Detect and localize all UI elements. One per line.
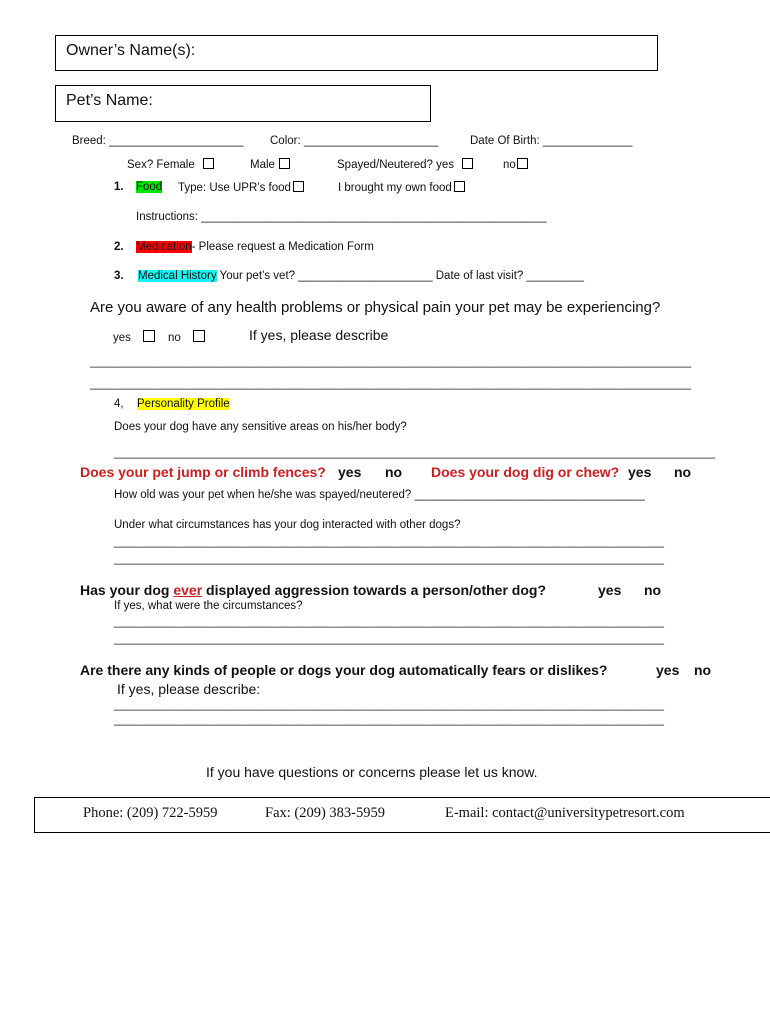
food-instructions-field[interactable]: Instructions: ______________________________________________________ <box>136 211 547 223</box>
questions-note: If you have questions or concerns please let us know. <box>206 764 538 780</box>
aggression-question <box>80 582 546 598</box>
jump-no-option[interactable]: no <box>385 464 403 480</box>
vet-field[interactable]: Your pet’s vet? _____________________ Date of last visit? _________ <box>216 270 585 282</box>
male-label: Male <box>250 159 275 171</box>
jump-yes-option[interactable]: yes <box>338 464 362 480</box>
spayed-no-checkbox[interactable] <box>517 158 528 169</box>
spayed-no-label: no <box>503 159 516 171</box>
fears-yes-option[interactable]: yes <box>656 662 680 678</box>
health-question: Are you aware of any health problems or physical pain your pet may be experiencing? <box>90 299 661 316</box>
food-type-option <box>178 181 304 194</box>
date-of-birth-field[interactable]: Date Of Birth: ______________ <box>470 135 633 147</box>
owner-name-label: Owner’s Name(s): <box>66 42 196 59</box>
aggression-question-start: Has your dog <box>80 582 174 598</box>
dog-interaction-question: Under what circumstances has your dog interacted with other dogs? <box>114 519 461 531</box>
sex-label: Sex? Female <box>127 159 195 171</box>
section-3-number: 3. <box>114 270 124 282</box>
aggression-circumstances-label: If yes, what were the circumstances? <box>114 600 303 612</box>
color-field[interactable]: Color: _____________________ <box>270 135 439 147</box>
own-food-label: I brought my own food <box>338 182 452 194</box>
breed-field[interactable]: Breed: _____________________ <box>72 135 244 147</box>
food-heading: Food <box>136 181 163 193</box>
medical-history-line <box>138 270 584 282</box>
own-food-checkbox[interactable] <box>454 181 465 192</box>
dig-yes-option[interactable]: yes <box>628 464 652 480</box>
health-description-line-2[interactable]: ______________________________________________________________________________________________ <box>90 378 692 390</box>
personality-profile-heading: Personality Profile <box>137 398 230 410</box>
dig-no-option[interactable]: no <box>674 464 692 480</box>
health-yes-checkbox[interactable] <box>143 330 155 342</box>
phone-number: Phone: (209) 722-5959 <box>83 805 218 821</box>
contact-box <box>34 797 770 833</box>
spay-age-field[interactable]: How old was your pet when he/she was spayed/neutered? ____________________________________ <box>114 489 645 501</box>
section-2-number: 2. <box>114 241 124 253</box>
section-4-number: 4, <box>114 398 124 410</box>
fears-no-option[interactable]: no <box>694 662 712 678</box>
fears-describe-label: If yes, please describe: <box>117 681 261 697</box>
aggression-line-1[interactable]: ______________________________________________________________________________________ <box>114 616 665 628</box>
upr-food-checkbox[interactable] <box>293 181 304 192</box>
fax-number: Fax: (209) 383-5959 <box>265 805 386 821</box>
dig-chew-question: Does your dog dig or chew? <box>431 464 620 480</box>
fears-line-2[interactable]: ______________________________________________________________________________________ <box>114 714 665 726</box>
own-food-option <box>338 181 465 194</box>
sensitive-areas-line[interactable]: ______________________________________________________________________________________________ <box>114 447 716 459</box>
pet-name-label: Pet’s Name: <box>66 92 153 109</box>
owner-name-field[interactable] <box>55 35 658 71</box>
health-no-label: no <box>168 332 181 344</box>
medication-text: - Please request a Medication Form <box>191 241 374 253</box>
pet-name-field[interactable] <box>55 85 431 122</box>
female-checkbox[interactable] <box>203 158 214 169</box>
health-no-option <box>168 330 205 344</box>
spayed-yes-checkbox[interactable] <box>462 158 473 169</box>
sex-female-label <box>127 158 214 171</box>
aggression-no-option[interactable]: no <box>644 582 662 598</box>
email-address[interactable]: E-mail: contact@universitypetresort.com <box>445 805 685 821</box>
aggression-line-2[interactable]: ______________________________________________________________________________________ <box>114 633 665 645</box>
fears-question: Are there any kinds of people or dogs your dog automatically fears or dislikes? <box>80 662 608 678</box>
male-checkbox[interactable] <box>279 158 290 169</box>
health-yes-option <box>113 330 155 344</box>
section-1-number: 1. <box>114 181 124 193</box>
health-no-checkbox[interactable] <box>193 330 205 342</box>
medical-history-heading: Medical History <box>138 270 217 282</box>
health-yes-label: yes <box>113 332 131 344</box>
sensitive-areas-question: Does your dog have any sensitive areas on his/her body? <box>114 421 407 433</box>
dog-interaction-line-1[interactable]: ______________________________________________________________________________________ <box>114 536 665 548</box>
food-type-label: Type: Use UPR’s food <box>178 182 291 194</box>
fears-line-1[interactable]: ______________________________________________________________________________________ <box>114 699 665 711</box>
health-description-line-1[interactable]: ______________________________________________________________________________________________ <box>90 356 692 368</box>
spayed-no-option <box>503 158 528 171</box>
dog-interaction-line-2[interactable]: ______________________________________________________________________________________ <box>114 553 665 565</box>
male-option <box>250 158 290 171</box>
health-describe-label: If yes, please describe <box>249 327 389 343</box>
spayed-label: Spayed/Neutered? yes <box>337 159 454 171</box>
jump-fences-question: Does your pet jump or climb fences? <box>80 464 326 480</box>
aggression-ever-emphasis: ever <box>173 582 203 598</box>
aggression-yes-option[interactable]: yes <box>598 582 622 598</box>
spayed-option <box>337 158 473 171</box>
medication-heading: Medication <box>136 241 192 253</box>
aggression-question-end: displayed aggression towards a person/other dog? <box>202 582 547 598</box>
medication-line <box>136 241 374 253</box>
